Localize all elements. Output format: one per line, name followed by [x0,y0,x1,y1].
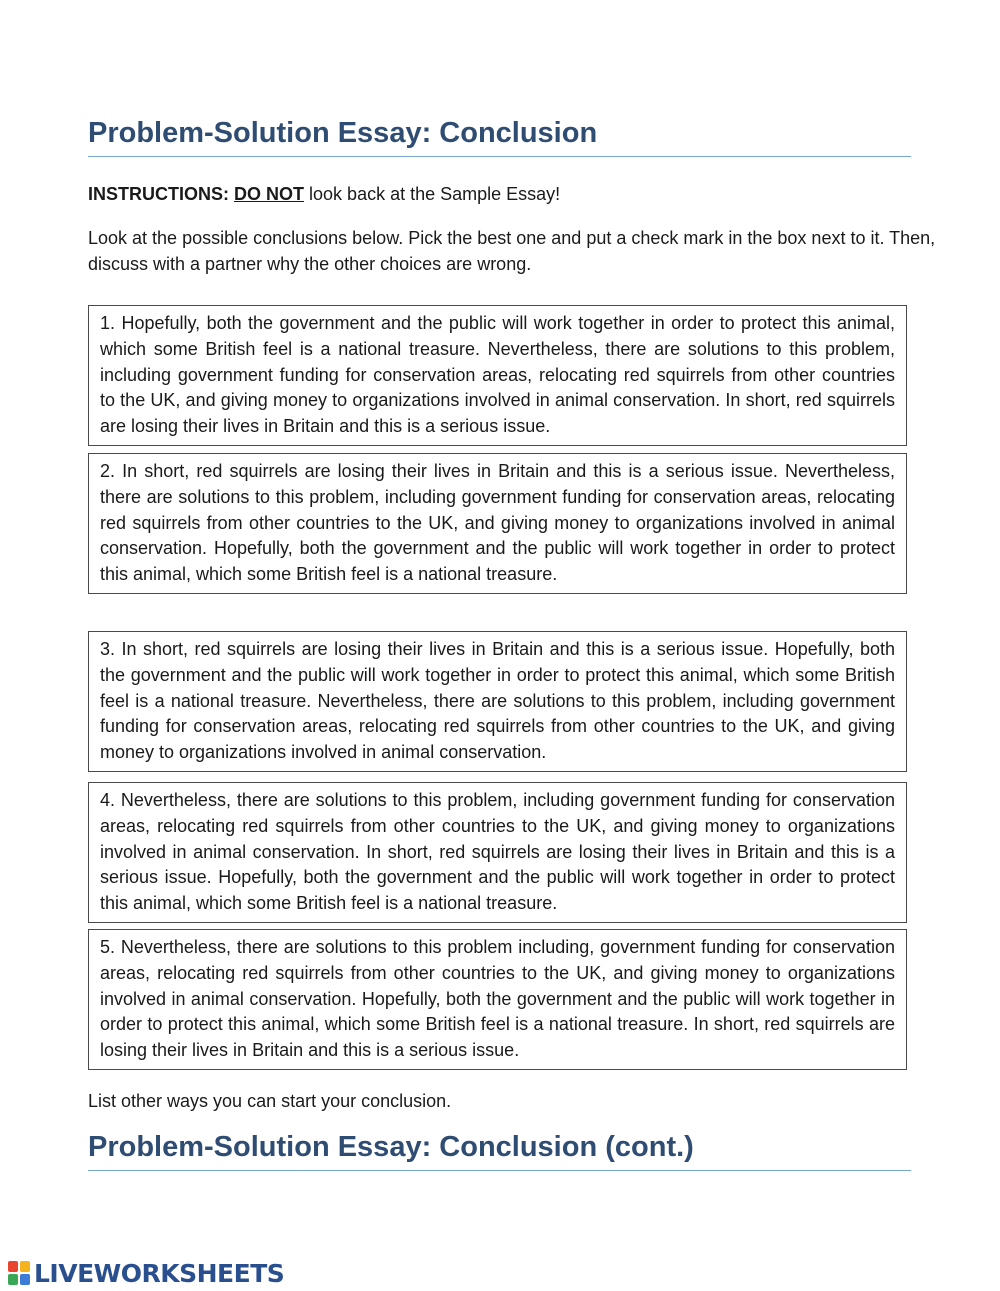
page-title: Problem-Solution Essay: Conclusion [88,117,911,157]
instructions-label: INSTRUCTIONS: [88,184,229,204]
liveworksheets-logo-icon [8,1261,30,1285]
intro-text: Look at the possible conclusions below. Pick the best one and put a check mark in the box next to it. Then, discuss with a partner why the other choices are wrong. [88,228,936,274]
conclusion-option-3[interactable]: 3. In short, red squirrels are losing their lives in Britain and this is a serious issue. Hopefully, both the government and the public will work together in order to protect this animal, which some British feel is a national treasure. Nevertheless, there are solutions to this problem, including government funding for conservation areas, relocating red squirrels from other countries to the UK, and giving money to organizations involved in animal conservation. [88,631,907,772]
conclusion-option-1[interactable]: 1. Hopefully, both the government and the public will work together in order to protect this animal, which some British feel is a national treasure. Nevertheless, there are solutions to this problem, including government funding for conservation areas, relocating red squirrels from other countries to the UK, and giving money to organizations involved in animal conservation. In short, red squirrels are losing their lives in Britain and this is a serious issue. [88,305,907,446]
instructions [88,181,560,207]
logo-text: LIVEWORKSHEETS [34,1258,285,1288]
page-title-continued: Problem-Solution Essay: Conclusion (cont.) [88,1131,911,1171]
liveworksheets-logo[interactable] [8,1258,284,1288]
conclusion-option-2[interactable]: 2. In short, red squirrels are losing their lives in Britain and this is a serious issue. Nevertheless, there are solutions to this problem, including government funding for conservation areas, relocating red squirrels from other countries to the UK, and giving money to organizations involved in animal conservation. Hopefully, both the government and the public will work together in order to protect this animal, which some British feel is a national treasure. [88,453,907,594]
conclusion-option-4[interactable]: 4. Nevertheless, there are solutions to this problem, including government funding for conservation areas, relocating red squirrels from other countries to the UK, and giving money to organizations involved in animal conservation. In short, red squirrels are losing their lives in Britain and this is a serious issue. Hopefully, both the government and the public will work together in order to protect this animal, which some British feel is a national treasure. [88,782,907,923]
instructions-text: look back at the Sample Essay! [309,184,561,204]
list-prompt: List other ways you can start your conclusion. [88,1091,452,1111]
instructions-emphasis: DO NOT [234,184,305,204]
conclusion-option-5[interactable]: 5. Nevertheless, there are solutions to this problem including, government funding for conservation areas, relocating red squirrels from other countries to the UK, and giving money to organizations involved in animal conservation. Hopefully, both the government and the public will work together in order to protect this animal, which some British feel is a national treasure. In short, red squirrels are losing their lives in Britain and this is a serious issue. [88,929,907,1070]
